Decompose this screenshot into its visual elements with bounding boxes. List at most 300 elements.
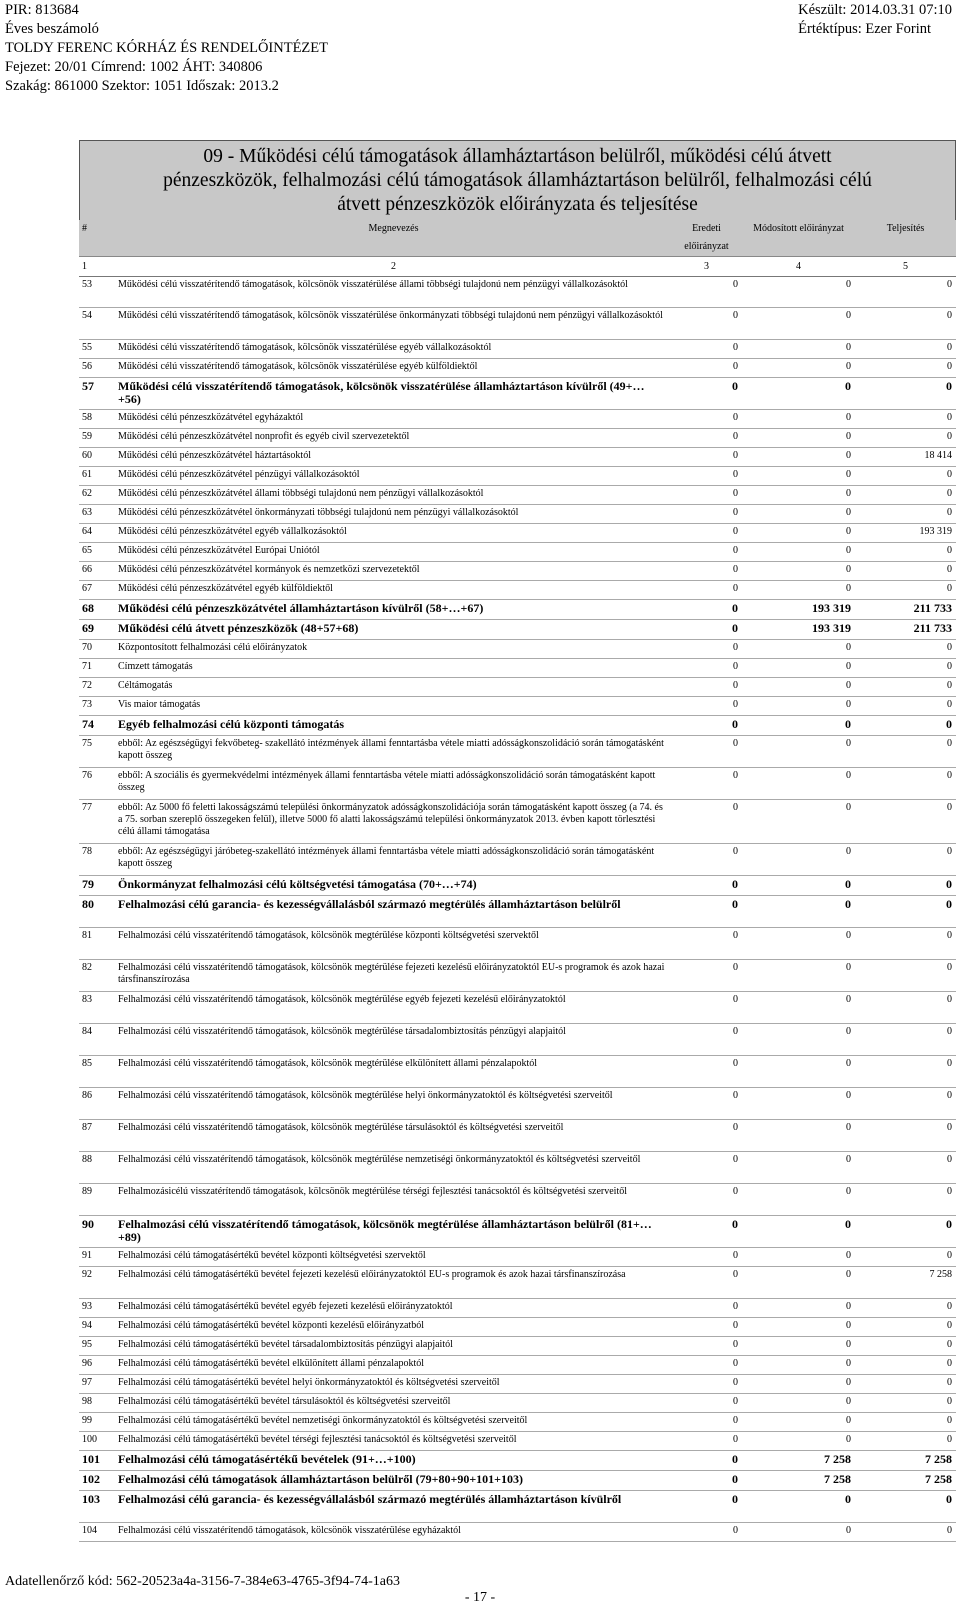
table-row: [79, 543, 956, 562]
actual-value: 0: [855, 1184, 956, 1216]
column-header-actual: Teljesítés: [855, 220, 956, 257]
row-number: 69: [79, 620, 116, 640]
column-number-row: [79, 257, 956, 277]
row-name: Működési célú átvett pénzeszközök (48+57+68): [116, 620, 671, 640]
actual-value: 0: [855, 1056, 956, 1088]
original-value: 0: [671, 562, 742, 581]
row-name: Felhalmozási célú támogatásértékű bevétel központi kezelésű előirányzatból: [116, 1318, 671, 1337]
table-row: [79, 1152, 956, 1184]
row-number: 73: [79, 697, 116, 716]
table-row: [79, 768, 956, 800]
row-name: Működési célú pénzeszközátvétel egyéb vállalkozásoktól: [116, 524, 671, 543]
modified-value: 7 258: [742, 1451, 855, 1471]
chapter-info: Fejezet: 20/01 Címrend: 1002 ÁHT: 340806: [5, 59, 263, 75]
table-row: [79, 992, 956, 1024]
original-value: 0: [671, 1120, 742, 1152]
modified-value: 0: [742, 524, 855, 543]
original-value: 0: [671, 359, 742, 378]
table-row: [79, 620, 956, 640]
row-name: Felhalmozási célú visszatérítendő támogatások, kölcsönök megtérülése társulásoktól és költségvetési szerveitől: [116, 1120, 671, 1152]
modified-value: 0: [742, 800, 855, 844]
actual-value: 0: [855, 1394, 956, 1413]
modified-value: 0: [742, 1088, 855, 1120]
original-value: 0: [671, 340, 742, 359]
modified-value: 0: [742, 1024, 855, 1056]
validation-code: Adatellenőrző kód: 562-20523a4a-3156-7-384e63-4765-3f94-74-1a63: [5, 1574, 401, 1589]
report-table: [79, 220, 956, 1542]
original-value: 0: [671, 410, 742, 429]
row-number: 62: [79, 486, 116, 505]
table-row: [79, 1413, 956, 1432]
modified-value: 0: [742, 1299, 855, 1318]
row-name: Céltámogatás: [116, 678, 671, 697]
original-value: 0: [671, 1248, 742, 1267]
modified-value: 0: [742, 1248, 855, 1267]
row-name: ebből: Az egészségügyi járóbeteg-szakellátó intézmények állami fenntartásba vétele miatti adósságkonszolidáció során támogatásként kapott összeg: [116, 844, 671, 876]
modified-value: 0: [742, 697, 855, 716]
table-row: [79, 581, 956, 600]
original-value: 0: [671, 768, 742, 800]
row-name: Címzett támogatás: [116, 659, 671, 678]
row-number: 72: [79, 678, 116, 697]
table-row: [79, 876, 956, 896]
row-name: Működési célú pénzeszközátvétel háztartásoktól: [116, 448, 671, 467]
row-number: 88: [79, 1152, 116, 1184]
sector-info: Szakág: 861000 Szektor: 1051 Időszak: 2013.2: [5, 78, 279, 94]
row-name: Felhalmozási célú támogatásértékű bevétel egyéb fejezeti kezelésű előirányzatoktól: [116, 1299, 671, 1318]
row-name: Felhalmozási célú visszatérítendő támogatások, kölcsönök megtérülése központi költségvetési szervektől: [116, 928, 671, 960]
modified-value: 0: [742, 1491, 855, 1523]
modified-value: 0: [742, 640, 855, 659]
table-row: [79, 600, 956, 620]
table-row: [79, 844, 956, 876]
row-name: Felhalmozási célú visszatérítendő támogatások, kölcsönök megtérülése elkülönített állami pénzalapoktól: [116, 1056, 671, 1088]
row-number: 74: [79, 716, 116, 736]
actual-value: 0: [855, 896, 956, 928]
row-number: 57: [79, 378, 116, 410]
original-value: 0: [671, 876, 742, 896]
row-name: Felhalmozási célú támogatásértékű bevételek (91+…+100): [116, 1451, 671, 1471]
actual-value: 0: [855, 716, 956, 736]
row-number: 53: [79, 277, 116, 308]
modified-value: 0: [742, 1152, 855, 1184]
modified-value: 0: [742, 1216, 855, 1248]
table-title-line: átvett pénzeszközök előirányzata és teljesítése: [337, 193, 698, 215]
table-row: [79, 359, 956, 378]
row-number: 92: [79, 1267, 116, 1299]
row-number: 81: [79, 928, 116, 960]
row-number: 101: [79, 1451, 116, 1471]
row-number: 71: [79, 659, 116, 678]
modified-value: 0: [742, 1375, 855, 1394]
row-name: ebből: Az 5000 fő feletti lakosságszámú települési önkormányzatok adósságkonszolidációja során támogatásként kapott összeg (a 74. és a 75. sorban szereplő összegeken felül), illetve 5000 fő alatti lakosságszámú települési önkormányzatok 2013. évben kapott törlesztési célú állami támogatása: [116, 800, 671, 844]
row-name: Felhalmozási célú támogatásértékű bevétel társadalombiztosítás pénzügyi alapjaitól: [116, 1337, 671, 1356]
original-value: 0: [671, 429, 742, 448]
row-number: 102: [79, 1471, 116, 1491]
table-row: [79, 697, 956, 716]
page-number: - 17 -: [464, 1590, 496, 1605]
actual-value: 0: [855, 1413, 956, 1432]
modified-value: 0: [742, 581, 855, 600]
table-row: [79, 562, 956, 581]
original-value: 0: [671, 1491, 742, 1523]
row-number: 96: [79, 1356, 116, 1375]
original-value: 0: [671, 308, 742, 340]
original-value: 0: [671, 1413, 742, 1432]
modified-value: 0: [742, 768, 855, 800]
actual-value: 7 258: [855, 1471, 956, 1491]
row-name: Felhalmozási célú támogatásértékű bevétel helyi önkormányzatoktól és költségvetési szerveitől: [116, 1375, 671, 1394]
table-row: [79, 1299, 956, 1318]
modified-value: 0: [742, 876, 855, 896]
actual-value: 0: [855, 467, 956, 486]
modified-value: 0: [742, 359, 855, 378]
actual-value: 0: [855, 1120, 956, 1152]
original-value: 0: [671, 543, 742, 562]
modified-value: 0: [742, 960, 855, 992]
row-name: Működési célú pénzeszközátvétel nonprofit és egyéb civil szervezetektől: [116, 429, 671, 448]
original-value: 0: [671, 1024, 742, 1056]
row-name: Vis maior támogatás: [116, 697, 671, 716]
row-number: 58: [79, 410, 116, 429]
row-name: Felhalmozási célú támogatásértékű bevétel elkülönített állami pénzalapoktól: [116, 1356, 671, 1375]
original-value: 0: [671, 1184, 742, 1216]
table-row: [79, 659, 956, 678]
original-value: 0: [671, 1523, 742, 1542]
column-header-name: Megnevezés: [116, 220, 671, 257]
actual-value: 0: [855, 736, 956, 768]
row-number: 77: [79, 800, 116, 844]
table-row: [79, 448, 956, 467]
row-number: 64: [79, 524, 116, 543]
original-value: 0: [671, 1088, 742, 1120]
actual-value: 0: [855, 697, 956, 716]
row-name: Felhalmozási célú visszatérítendő támogatások, kölcsönök megtérülése nemzetiségi önkormányzatoktól és költségvetési szerveitől: [116, 1152, 671, 1184]
modified-value: 0: [742, 1056, 855, 1088]
original-value: 0: [671, 467, 742, 486]
modified-value: 0: [742, 448, 855, 467]
original-value: 0: [671, 600, 742, 620]
table-row: [79, 1451, 956, 1471]
row-number: 86: [79, 1088, 116, 1120]
row-number: 90: [79, 1216, 116, 1248]
original-value: 0: [671, 992, 742, 1024]
actual-value: 0: [855, 1318, 956, 1337]
modified-value: 0: [742, 467, 855, 486]
table-row: [79, 1088, 956, 1120]
modified-value: 0: [742, 716, 855, 736]
original-value: 0: [671, 896, 742, 928]
modified-value: 193 319: [742, 620, 855, 640]
row-name: Felhalmozási célú garancia- és kezességvállalásból származó megtérülés államháztartáson kívülről: [116, 1491, 671, 1523]
original-value: 0: [671, 1056, 742, 1088]
row-number: 80: [79, 896, 116, 928]
table-row: [79, 1120, 956, 1152]
table-row: [79, 308, 956, 340]
row-name: Működési célú visszatérítendő támogatások, kölcsönök visszatérülése egyéb vállalkozásoktól: [116, 340, 671, 359]
row-number: 84: [79, 1024, 116, 1056]
actual-value: 0: [855, 1375, 956, 1394]
actual-value: 211 733: [855, 620, 956, 640]
institution-name: TOLDY FERENC KÓRHÁZ ÉS RENDELŐINTÉZET: [5, 40, 329, 56]
original-value: 0: [671, 1451, 742, 1471]
row-number: 65: [79, 543, 116, 562]
modified-value: 0: [742, 1267, 855, 1299]
original-value: 0: [671, 1267, 742, 1299]
row-name: Felhalmozási célú visszatérítendő támogatások, kölcsönök megtérülése államháztartáson belülről (81+…+89): [116, 1216, 671, 1248]
table-row: [79, 1184, 956, 1216]
row-number: 98: [79, 1394, 116, 1413]
original-value: 0: [671, 486, 742, 505]
actual-value: 193 319: [855, 524, 956, 543]
row-name: Működési célú visszatérítendő támogatások, kölcsönök visszatérülése egyéb külföldiektől: [116, 359, 671, 378]
original-value: 0: [671, 1216, 742, 1248]
row-number: 82: [79, 960, 116, 992]
modified-value: 0: [742, 562, 855, 581]
actual-value: 0: [855, 1152, 956, 1184]
modified-value: 0: [742, 308, 855, 340]
modified-value: 193 319: [742, 600, 855, 620]
table-row: [79, 1356, 956, 1375]
modified-value: 7 258: [742, 1471, 855, 1491]
table-row: [79, 1056, 956, 1088]
modified-value: 0: [742, 992, 855, 1024]
actual-value: 0: [855, 543, 956, 562]
report-header-right: [798, 1, 952, 39]
row-number: 104: [79, 1523, 116, 1542]
actual-value: 0: [855, 581, 956, 600]
row-name: Felhalmozási célú visszatérítendő támogatások, kölcsönök megtérülése fejezeti kezelésű előirányzatoktól EU-s programok és azok hazai társfinanszírozása: [116, 960, 671, 992]
row-number: 85: [79, 1056, 116, 1088]
row-number: 70: [79, 640, 116, 659]
table-title-line: 09 - Működési célú támogatások államháztartáson belülről, működési célú átvett: [203, 145, 832, 167]
row-name: Felhalmozási célú támogatásértékű bevétel központi költségvetési szervektől: [116, 1248, 671, 1267]
row-name: Működési célú pénzeszközátvétel egyéb külföldiektől: [116, 581, 671, 600]
row-number: 78: [79, 844, 116, 876]
row-number: 89: [79, 1184, 116, 1216]
actual-value: 0: [855, 429, 956, 448]
modified-value: 0: [742, 429, 855, 448]
original-value: 0: [671, 1356, 742, 1375]
table-row: [79, 524, 956, 543]
row-number: 79: [79, 876, 116, 896]
row-number: 68: [79, 600, 116, 620]
row-name: Központosított felhalmozási célú előirányzatok: [116, 640, 671, 659]
table-row: [79, 340, 956, 359]
modified-value: 0: [742, 659, 855, 678]
column-index: 5: [855, 257, 956, 277]
created-date: Készült: 2014.03.31 07:10: [798, 2, 952, 18]
column-index: 2: [116, 257, 671, 277]
table-row: [79, 1318, 956, 1337]
row-number: 95: [79, 1337, 116, 1356]
row-name: Működési célú pénzeszközátvétel pénzügyi vállalkozásoktól: [116, 467, 671, 486]
column-index: 1: [79, 257, 116, 277]
row-number: 75: [79, 736, 116, 768]
actual-value: 7 258: [855, 1451, 956, 1471]
table-row: [79, 1267, 956, 1299]
original-value: 0: [671, 800, 742, 844]
actual-value: 0: [855, 960, 956, 992]
original-value: 0: [671, 581, 742, 600]
row-number: 54: [79, 308, 116, 340]
modified-value: 0: [742, 1432, 855, 1451]
row-number: 76: [79, 768, 116, 800]
row-name: Működési célú visszatérítendő támogatások, kölcsönök visszatérülése államháztartáson kívülről (49+…+56): [116, 378, 671, 410]
row-name: Felhalmozási célú visszatérítendő támogatások, kölcsönök megtérülése társadalombiztosítás pénzügyi alapjaitól: [116, 1024, 671, 1056]
row-name: Felhalmozási célú támogatásértékű bevétel nemzetiségi önkormányzatoktól és költségvetési szerveitől: [116, 1413, 671, 1432]
row-number: 61: [79, 467, 116, 486]
actual-value: 0: [855, 876, 956, 896]
row-number: 93: [79, 1299, 116, 1318]
original-value: 0: [671, 1318, 742, 1337]
modified-value: 0: [742, 277, 855, 308]
row-name: Felhalmozási célú támogatások államháztartáson belülről (79+80+90+101+103): [116, 1471, 671, 1491]
actual-value: 0: [855, 1299, 956, 1318]
table-row: [79, 1375, 956, 1394]
original-value: 0: [671, 1471, 742, 1491]
original-value: 0: [671, 620, 742, 640]
original-value: 0: [671, 448, 742, 467]
actual-value: 0: [855, 1491, 956, 1523]
table-row: [79, 1471, 956, 1491]
table-row: [79, 928, 956, 960]
actual-value: 0: [855, 308, 956, 340]
actual-value: 0: [855, 1337, 956, 1356]
row-number: 103: [79, 1491, 116, 1523]
row-number: 100: [79, 1432, 116, 1451]
report-type: Éves beszámoló: [5, 21, 99, 37]
original-value: 0: [671, 1152, 742, 1184]
table-title-line: pénzeszközök, felhalmozási célú támogatások államháztartáson belülről, felhalmozási célú: [163, 169, 872, 191]
original-value: 0: [671, 928, 742, 960]
column-index: 3: [671, 257, 742, 277]
table-row: [79, 1337, 956, 1356]
actual-value: 0: [855, 410, 956, 429]
original-value: 0: [671, 1394, 742, 1413]
row-name: Felhalmozási célú támogatásértékű bevétel társulásoktól és költségvetési szerveitől: [116, 1394, 671, 1413]
row-number: 67: [79, 581, 116, 600]
value-type: Értéktípus: Ezer Forint: [798, 21, 932, 37]
modified-value: 0: [742, 1337, 855, 1356]
table-row: [79, 429, 956, 448]
row-name: Egyéb felhalmozási célú központi támogatás: [116, 716, 671, 736]
original-value: 0: [671, 960, 742, 992]
modified-value: 0: [742, 1120, 855, 1152]
modified-value: 0: [742, 1413, 855, 1432]
row-name: Működési célú pénzeszközátvétel Európai Uniótól: [116, 543, 671, 562]
actual-value: 0: [855, 928, 956, 960]
modified-value: 0: [742, 896, 855, 928]
original-value: 0: [671, 640, 742, 659]
modified-value: 0: [742, 678, 855, 697]
table-row: [79, 277, 956, 308]
row-name: Felhalmozási célú visszatérítendő támogatások, kölcsönök megtérülése helyi önkormányzatoktól és költségvetési szerveitől: [116, 1088, 671, 1120]
row-name: Felhalmozási célú támogatásértékű bevétel térségi fejlesztési tanácsoktól és költségvetési szerveitől: [116, 1432, 671, 1451]
row-name: Felhalmozási célú visszatérítendő támogatások, kölcsönök megtérülése egyéb fejezeti kezelésű előirányzatoktól: [116, 992, 671, 1024]
original-value: 0: [671, 716, 742, 736]
row-name: Működési célú visszatérítendő támogatások, kölcsönök visszatérülése önkormányzati többségi tulajdonú nem pénzügyi vállalkozásoktól: [116, 308, 671, 340]
modified-value: 0: [742, 736, 855, 768]
actual-value: 0: [855, 1088, 956, 1120]
table-row: [79, 1491, 956, 1523]
actual-value: 0: [855, 505, 956, 524]
table-row: [79, 1248, 956, 1267]
actual-value: 0: [855, 340, 956, 359]
actual-value: 0: [855, 1216, 956, 1248]
modified-value: 0: [742, 1184, 855, 1216]
actual-value: 0: [855, 678, 956, 697]
modified-value: 0: [742, 1356, 855, 1375]
row-number: 99: [79, 1413, 116, 1432]
row-number: 66: [79, 562, 116, 581]
actual-value: 0: [855, 1432, 956, 1451]
row-name: Működési célú pénzeszközátvétel egyházaktól: [116, 410, 671, 429]
modified-value: 0: [742, 928, 855, 960]
table-row: [79, 467, 956, 486]
original-value: 0: [671, 736, 742, 768]
table-row: [79, 1432, 956, 1451]
original-value: 0: [671, 1375, 742, 1394]
actual-value: 0: [855, 1523, 956, 1542]
modified-value: 0: [742, 1523, 855, 1542]
actual-value: 7 258: [855, 1267, 956, 1299]
row-number: 63: [79, 505, 116, 524]
table-row: [79, 505, 956, 524]
row-name: Működési célú visszatérítendő támogatások, kölcsönök visszatérülése állami többségi tulajdonú nem pénzügyi vállalkozásoktól: [116, 277, 671, 308]
table-row: [79, 716, 956, 736]
column-header-modified: Módosított előirányzat: [742, 220, 855, 257]
actual-value: 0: [855, 640, 956, 659]
table-row: [79, 1523, 956, 1542]
report-header-left: [5, 1, 328, 96]
modified-value: 0: [742, 844, 855, 876]
column-index: 4: [742, 257, 855, 277]
row-number: 91: [79, 1248, 116, 1267]
table-row: [79, 1394, 956, 1413]
actual-value: 0: [855, 844, 956, 876]
actual-value: 0: [855, 992, 956, 1024]
actual-value: 0: [855, 1024, 956, 1056]
row-name: Felhalmozásicélú visszatérítendő támogatások, kölcsönök megtérülése térségi fejlesztési tanácsoktól és költségvetési szerveitől: [116, 1184, 671, 1216]
row-number: 97: [79, 1375, 116, 1394]
actual-value: 211 733: [855, 600, 956, 620]
table-row: [79, 640, 956, 659]
row-name: Működési célú pénzeszközátvétel állami többségi tulajdonú nem pénzügyi vállalkozásoktól: [116, 486, 671, 505]
modified-value: 0: [742, 486, 855, 505]
actual-value: 0: [855, 1356, 956, 1375]
actual-value: 0: [855, 486, 956, 505]
row-name: Működési célú pénzeszközátvétel önkormányzati többségi tulajdonú nem pénzügyi vállalkozásoktól: [116, 505, 671, 524]
row-number: 94: [79, 1318, 116, 1337]
row-number: 87: [79, 1120, 116, 1152]
row-name: Működési célú pénzeszközátvétel államháztartáson kívülről (58+…+67): [116, 600, 671, 620]
actual-value: 18 414: [855, 448, 956, 467]
original-value: 0: [671, 378, 742, 410]
original-value: 0: [671, 277, 742, 308]
table-row: [79, 410, 956, 429]
table-row: [79, 1024, 956, 1056]
table-row: [79, 678, 956, 697]
pir-number: PIR: 813684: [5, 2, 79, 18]
actual-value: 0: [855, 277, 956, 308]
table-title: [79, 140, 956, 220]
original-value: 0: [671, 1432, 742, 1451]
actual-value: 0: [855, 359, 956, 378]
modified-value: 0: [742, 340, 855, 359]
row-name: ebből: A szociális és gyermekvédelmi intézmények állami fenntartásba vétele miatti adósságkonszolidáció során támogatásként kapott összeg: [116, 768, 671, 800]
table-row: [79, 736, 956, 768]
